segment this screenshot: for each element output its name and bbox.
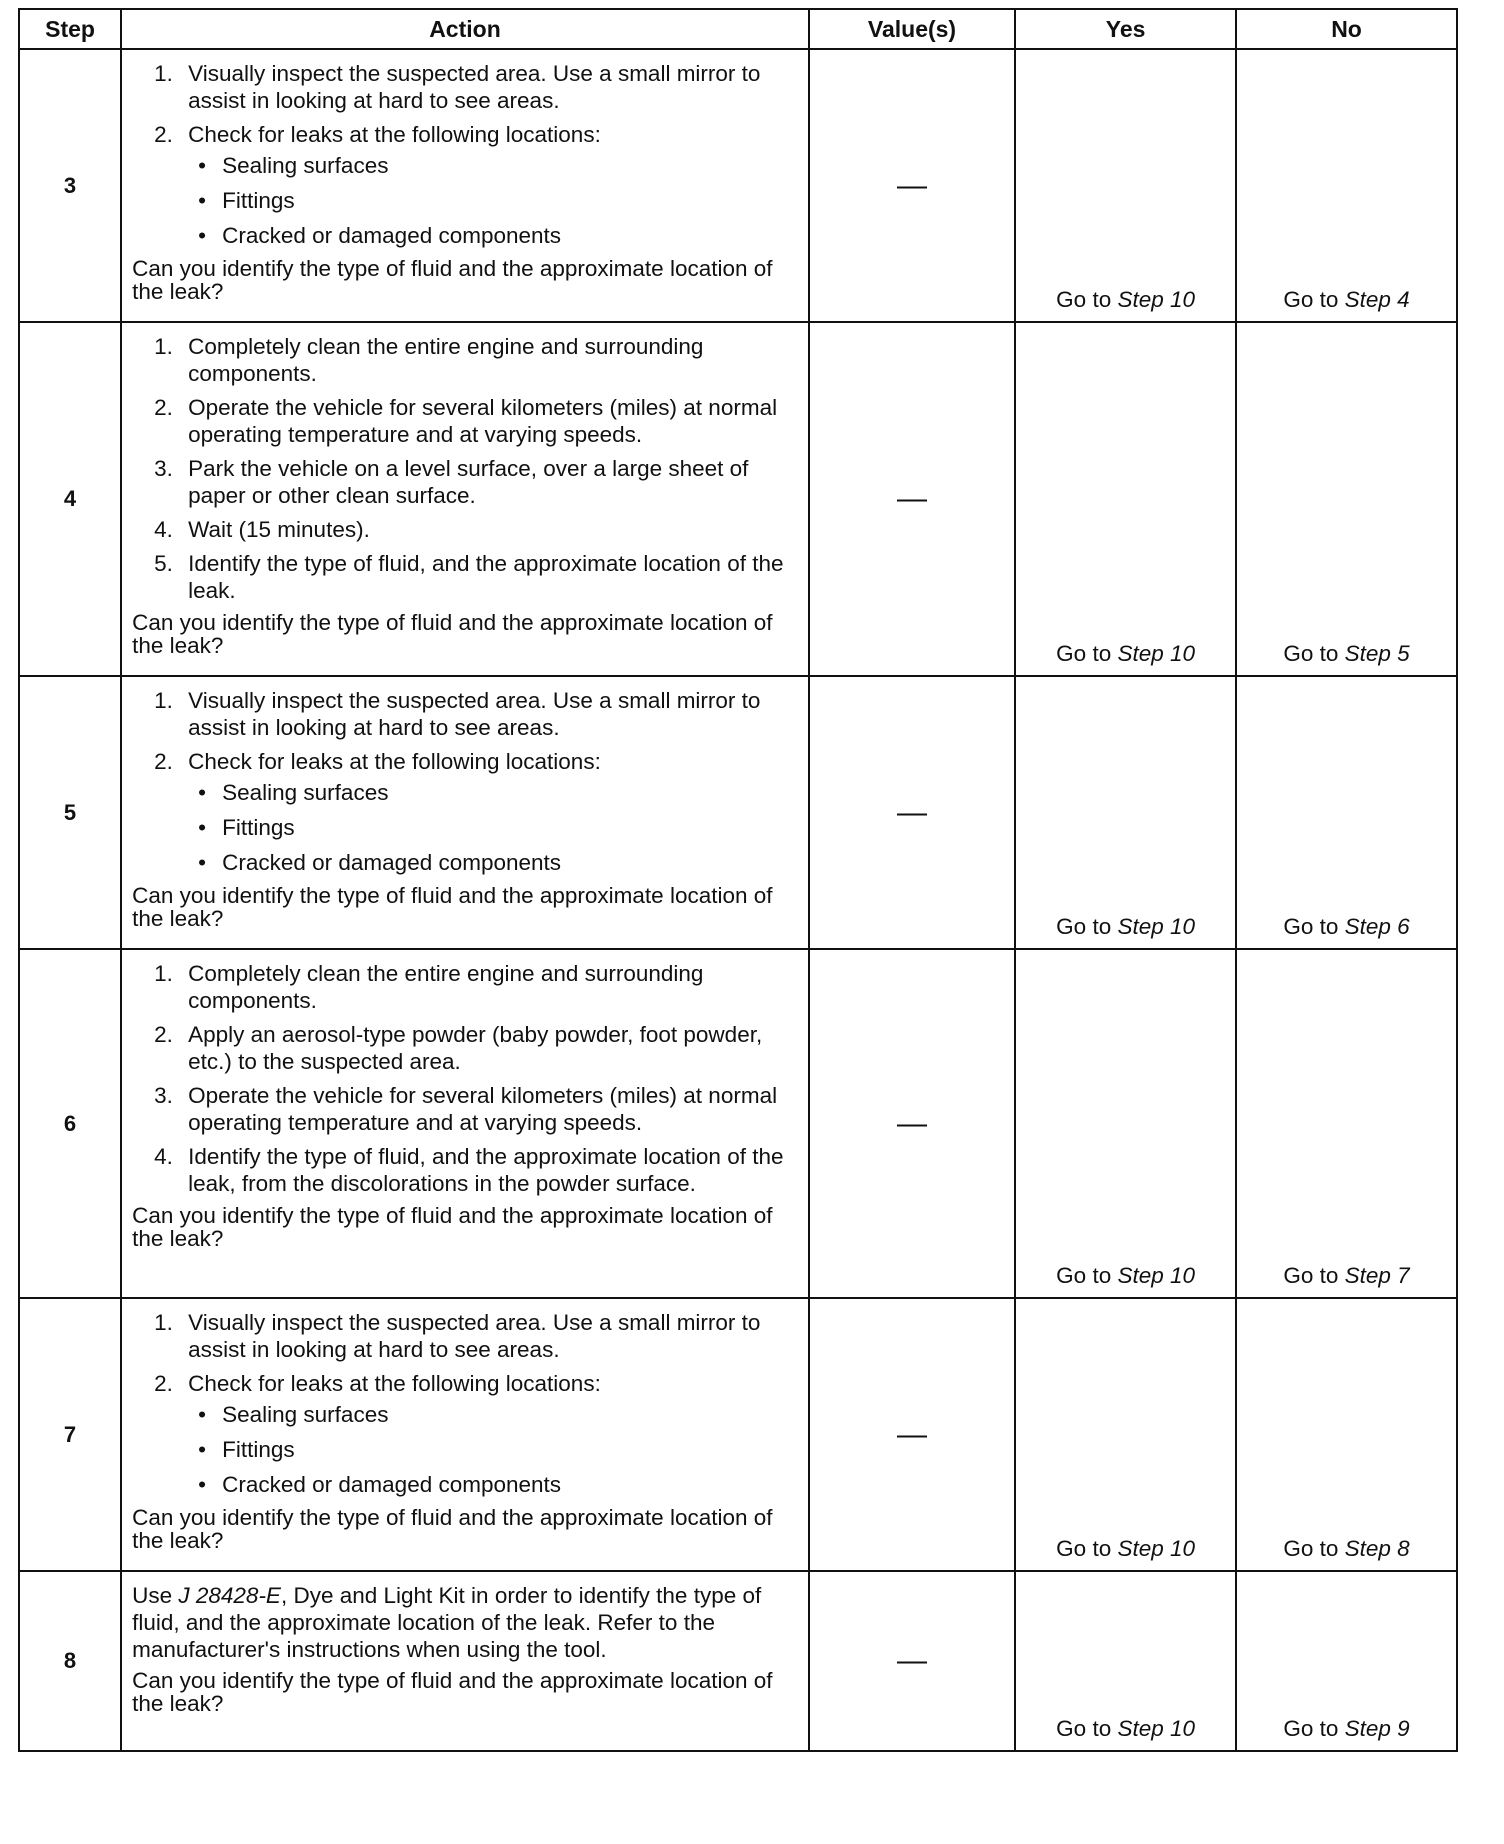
step-number: 6 [19, 949, 121, 1298]
action-step: 3. Operate the vehicle for several kilometers (miles) at normal operating temperature and at varying speeds. [154, 1083, 778, 1135]
table-row [19, 1298, 1457, 1571]
action-step: 1. Visually inspect the suspected area. Use a small mirror to assist in looking at hard to see areas. [154, 688, 761, 740]
action-steps [132, 687, 800, 876]
step-number: 4 [19, 322, 121, 676]
list-item: • Sealing surfaces [188, 152, 800, 179]
no-cell: Go to Step 8 [1236, 1298, 1457, 1571]
action-step: 2. Operate the vehicle for several kilometers (miles) at normal operating temperature and at varying speeds. [154, 395, 778, 447]
no-cell: Go to Step 6 [1236, 676, 1457, 949]
list-item: • Sealing surfaces [188, 1401, 800, 1428]
action-step: 2. Check for leaks at the following locations: • Sealing surfaces • Fittings • Cracked or damaged components [132, 121, 800, 249]
table-row [19, 322, 1457, 676]
tool-name: J 28428-E [178, 1583, 281, 1608]
list-item: • Cracked or damaged components [188, 222, 800, 249]
header-no: No [1236, 9, 1457, 49]
list-item: • Fittings [188, 814, 800, 841]
action-question: Can you identify the type of fluid and the approximate location of the leak? [132, 256, 773, 304]
step-number: 8 [19, 1571, 121, 1751]
yes-cell: Go to Step 10 [1015, 949, 1236, 1298]
location-list [188, 152, 800, 249]
action-question: Can you identify the type of fluid and the approximate location of the leak? [132, 883, 773, 931]
action-step: 4. Wait (15 minutes). [154, 517, 370, 542]
yes-cell: Go to Step 10 [1015, 1298, 1236, 1571]
action-step: 5. Identify the type of fluid, and the approximate location of the leak. [154, 551, 784, 603]
table-row [19, 1571, 1457, 1751]
table-row [19, 49, 1457, 322]
diagnostic-table [18, 8, 1458, 1752]
action-cell [121, 322, 809, 676]
header-action: Action [121, 9, 809, 49]
action-question: Can you identify the type of fluid and the approximate location of the leak? [132, 610, 773, 658]
action-cell [121, 49, 809, 322]
value-cell: — [809, 676, 1015, 949]
header-yes: Yes [1015, 9, 1236, 49]
action-step: 1. Visually inspect the suspected area. Use a small mirror to assist in looking at hard to see areas. [154, 61, 761, 113]
yes-cell: Go to Step 10 [1015, 322, 1236, 676]
list-item: • Fittings [188, 187, 800, 214]
list-item: • Sealing surfaces [188, 779, 800, 806]
action-cell [121, 1571, 809, 1751]
yes-cell: Go to Step 10 [1015, 49, 1236, 322]
step-number: 5 [19, 676, 121, 949]
value-cell: — [809, 949, 1015, 1298]
action-steps [132, 60, 800, 249]
action-step: 1. Completely clean the entire engine and surrounding components. [154, 334, 704, 386]
action-step: 1. Completely clean the entire engine and surrounding components. [154, 961, 704, 1013]
table-row [19, 949, 1457, 1298]
action-cell [121, 949, 809, 1298]
action-step: 2. Check for leaks at the following locations: • Sealing surfaces • Fittings • Cracked or damaged components [132, 1370, 800, 1498]
yes-cell: Go to Step 10 [1015, 676, 1236, 949]
step-number: 3 [19, 49, 121, 322]
location-list [188, 779, 800, 876]
value-cell: — [809, 1298, 1015, 1571]
location-list [188, 1401, 800, 1498]
value-cell: — [809, 49, 1015, 322]
list-item: • Cracked or damaged components [188, 849, 800, 876]
action-step: 3. Park the vehicle on a level surface, over a large sheet of paper or other clean surface. [154, 456, 749, 508]
no-cell: Go to Step 5 [1236, 322, 1457, 676]
action-step: 1. Visually inspect the suspected area. Use a small mirror to assist in looking at hard to see areas. [154, 1310, 761, 1362]
step-number: 7 [19, 1298, 121, 1571]
action-question: Can you identify the type of fluid and the approximate location of the leak? [132, 1505, 773, 1553]
value-cell: — [809, 322, 1015, 676]
action-question: Can you identify the type of fluid and the approximate location of the leak? [132, 1203, 773, 1251]
action-step: 4. Identify the type of fluid, and the approximate location of the leak, from the discolorations in the powder surface. [154, 1144, 784, 1196]
action-question: Can you identify the type of fluid and the approximate location of the leak? [132, 1668, 773, 1716]
value-cell: — [809, 1571, 1015, 1751]
action-text: Use J 28428-E, Dye and Light Kit in order to identify the type of fluid, and the approximate location of the leak. Refer to the manufacturer's instructions when using the tool. [132, 1583, 762, 1662]
table-row [19, 676, 1457, 949]
header-row [19, 9, 1457, 49]
no-cell: Go to Step 4 [1236, 49, 1457, 322]
action-steps [132, 1309, 800, 1498]
yes-cell: Go to Step 10 [1015, 1571, 1236, 1751]
diagnostic-table-page [18, 8, 1458, 1752]
header-step: Step [19, 9, 121, 49]
action-step: 2. Check for leaks at the following locations: • Sealing surfaces • Fittings • Cracked or damaged components [132, 748, 800, 876]
action-step: 2. Apply an aerosol-type powder (baby powder, foot powder, etc.) to the suspected area. [154, 1022, 763, 1074]
no-cell: Go to Step 7 [1236, 949, 1457, 1298]
action-steps [132, 960, 800, 1197]
list-item: • Cracked or damaged components [188, 1471, 800, 1498]
action-steps [132, 333, 800, 604]
no-cell: Go to Step 9 [1236, 1571, 1457, 1751]
action-cell [121, 676, 809, 949]
list-item: • Fittings [188, 1436, 800, 1463]
header-values: Value(s) [809, 9, 1015, 49]
action-cell [121, 1298, 809, 1571]
